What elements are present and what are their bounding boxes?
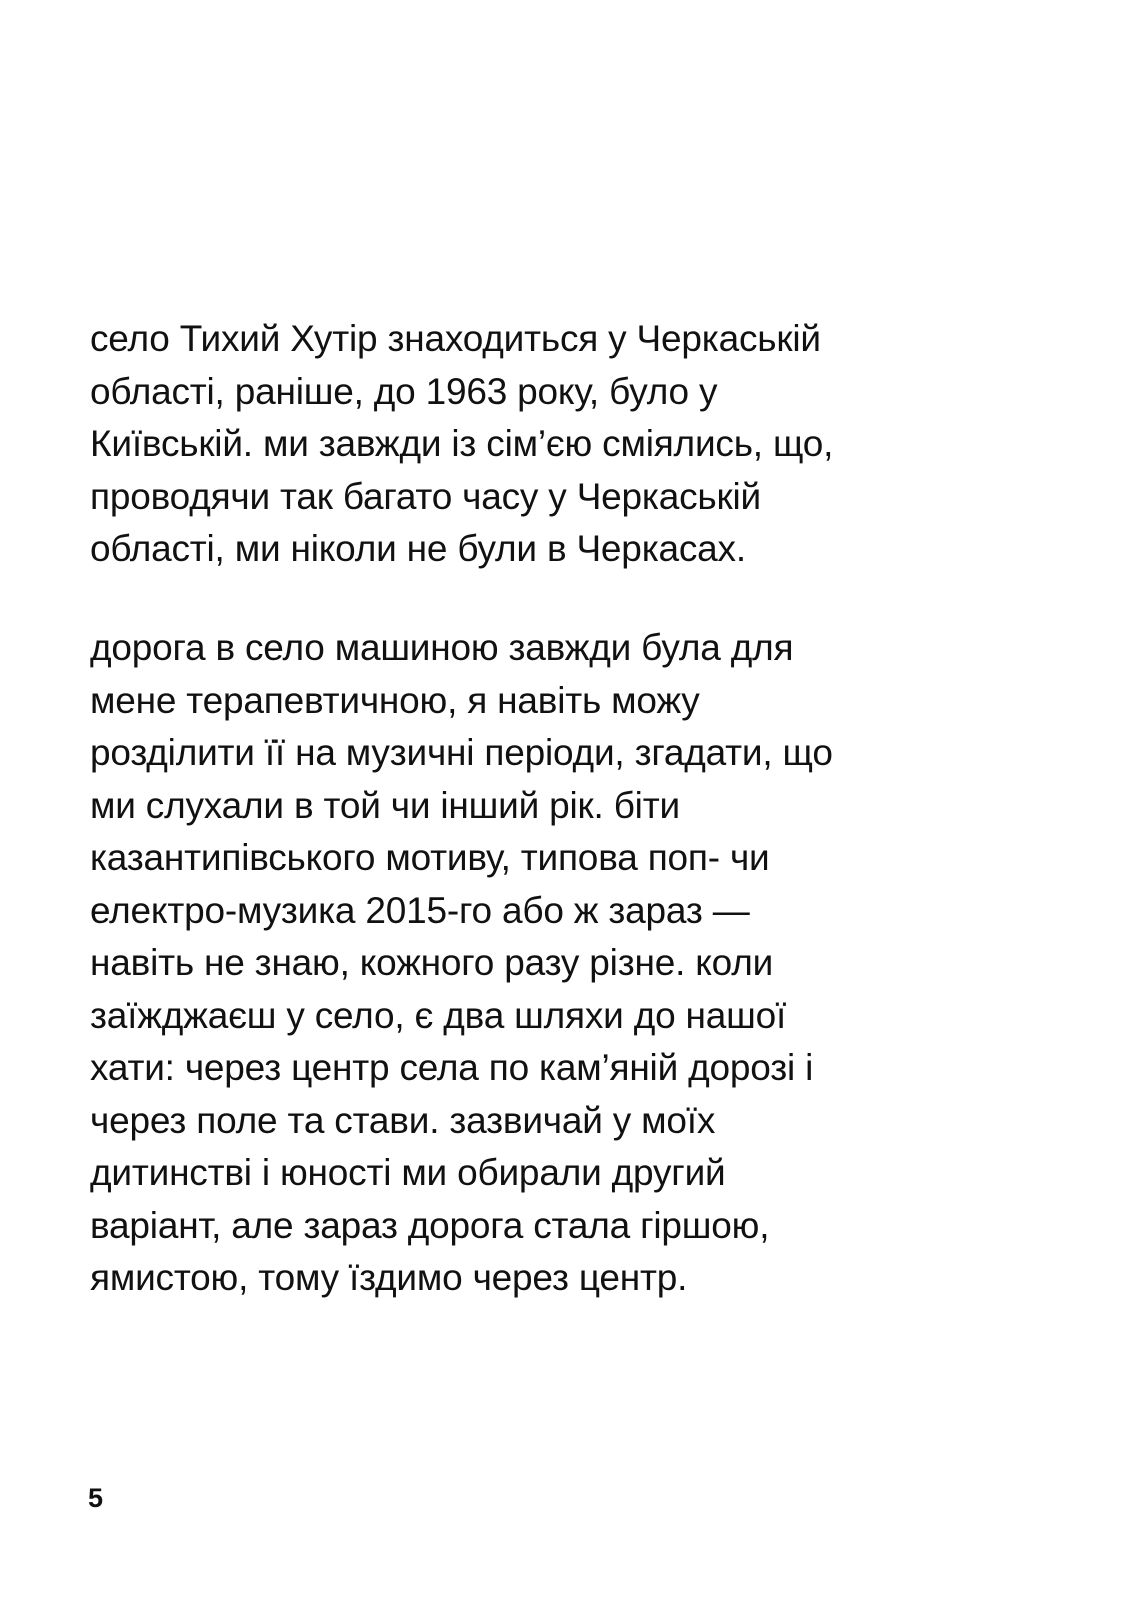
- text-line: село Тихий Хутір знаходиться у Черкаській: [90, 318, 821, 359]
- text-line: електро-музика 2015-го або ж зараз —: [90, 889, 750, 931]
- text-line: навіть не знаю, кожного разу різне. коли: [90, 942, 774, 983]
- text-line: через поле та стави. зазвичай у моїх: [90, 1099, 716, 1141]
- text-line: проводячи так багато часу у Черкаській: [90, 475, 761, 517]
- text-line: області, ми ніколи не були в Черкасах.: [90, 528, 746, 569]
- text-line: дорога в село машиною завжди була для: [90, 627, 794, 668]
- text-line: хати: через центр села по кам’яній дорозі і: [90, 1047, 814, 1088]
- paragraph-road-to-village: [90, 622, 1080, 1305]
- text-line: ми слухали в той чи інший рік. біти: [90, 784, 680, 826]
- text-line: дитинстві і юності ми обирали другий: [90, 1152, 726, 1193]
- page-number: 5: [88, 1483, 104, 1513]
- text-line: ямистою, тому їздимо через центр.: [90, 1257, 688, 1298]
- paragraph-village-location: [90, 313, 1080, 576]
- text-line: казантипівського мотиву, типова поп- чи: [90, 837, 770, 878]
- text-line: Київській. ми завжди із сім’єю сміялись, що,: [90, 423, 834, 464]
- text-line: варіант, але зараз дорога стала гіршою,: [90, 1204, 770, 1246]
- text-line: заїжджаєш у село, є два шляхи до нашої: [90, 994, 787, 1036]
- text-line: розділити її на музичні періоди, згадати, що: [90, 732, 833, 773]
- text-line: мене терапевтичною, я навіть можу: [90, 679, 700, 721]
- text-line: області, раніше, до 1963 року, було у: [90, 370, 718, 412]
